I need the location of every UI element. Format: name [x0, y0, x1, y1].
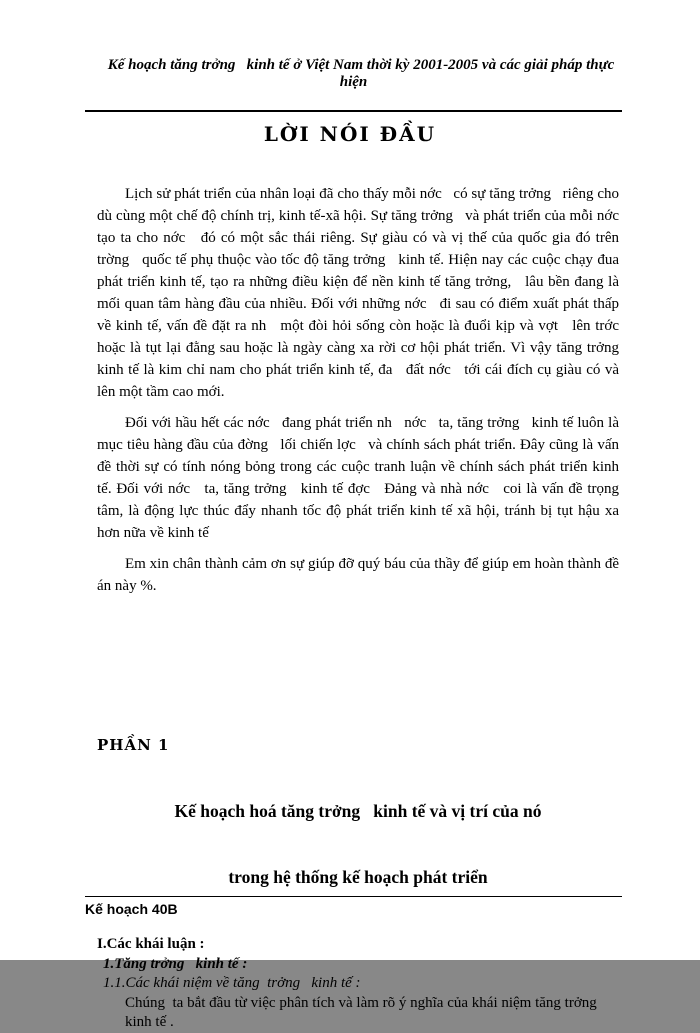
- outline-item-1: 1.Tăng trởng kinh tế :: [103, 955, 248, 972]
- paragraph: Lịch sử phát triển của nhân loại đã cho thấy mỗi nớc có sự tăng trởng riêng cho dù cùng một chế độ chính trị, kinh tế-xã hội. Sự tăng trởng và phát triển của mỗi nớc tạo ta cho nớc đó có một sắc thái riêng. Sự giàu có và vị thế của quốc gia đó trên trờng quốc tế phụ thuộc vào tốc độ tăng trởng kinh tế. Hiện nay các cuộc chạy đua phát triển kinh tế, tạo ra những điều kiện để nền kinh tế tăng trởng, lâu bền đang là mối quan tâm hàng đầu của nhiều. Đối với những nớc đi sau có điểm xuất phát thấp về kinh tế, vấn đề đặt ra nh một đòi hỏi sống còn hoặc là đuổi kịp và vợt lên trớc hoặc là tụt lại đằng sau hoặc là ngày càng xa rời cơ hội phát triển. Vì vậy tăng trởng kinh tế là kim chỉ nam cho phát triển kinh tế, đa đất nớc tới cái đích cụ giàu có và lên một tầm cao mới.: [97, 186, 631, 400]
- section-label: PHẦN 1: [97, 736, 170, 754]
- section-heading-line-1: Kế hoạch hoá tăng trởng kinh tế và vị trí của nó: [174, 801, 542, 821]
- outline-item-I: I.Các khái luận :: [97, 936, 205, 952]
- outline-item-1-1: 1.1.Các khái niệm về tăng trởng kinh tế :: [103, 975, 361, 991]
- paragraph: Đối với hầu hết các nớc đang phát triển nh nớc ta, tăng trởng kinh tế luôn là mục tiêu hàng đầu của đờng lối chiến lợc và chính sách phát triển. Đây cũng là vấn đề thời sự có tính nóng bỏng trong các cuộc tranh luận về chính sách phát triển kinh tế. Đối với nớc ta, tăng trởng kinh tế đợc Đảng và nhà nớc coi là vấn đề trọng tâm, là động lực thúc đẩy nhanh tốc độ phát triển kinh tế xã hội, tránh bị tụt hậu xa hơn nữa về kinh tế: [97, 415, 623, 541]
- paragraph: Em xin chân thành cảm ơn sự giúp đỡ quý báu của thầy để giúp em hoàn thành đề án này %.: [97, 556, 623, 594]
- page-header: [85, 40, 622, 112]
- body-text: [97, 183, 631, 606]
- outline-body-line: Chúng ta bắt đầu từ việc phân tích và làm rõ ý nghĩa của khái niệm tăng trởng kinh tế .: [125, 994, 609, 1030]
- section-part-1: [97, 736, 619, 1033]
- section-outline: [97, 935, 619, 1033]
- running-title: Kế hoạch tăng trởng kinh tế ở Việt Nam thời kỳ 2001-2005 và các giải pháp thực hiện: [107, 57, 618, 90]
- section-heading-line-2: trong hệ thống kế hoạch phát triển: [228, 867, 488, 887]
- page-footer: [85, 896, 622, 917]
- footer-label: Kế hoạch 40B: [85, 901, 178, 917]
- document-title: LỜI NÓI ĐẦU: [263, 122, 437, 146]
